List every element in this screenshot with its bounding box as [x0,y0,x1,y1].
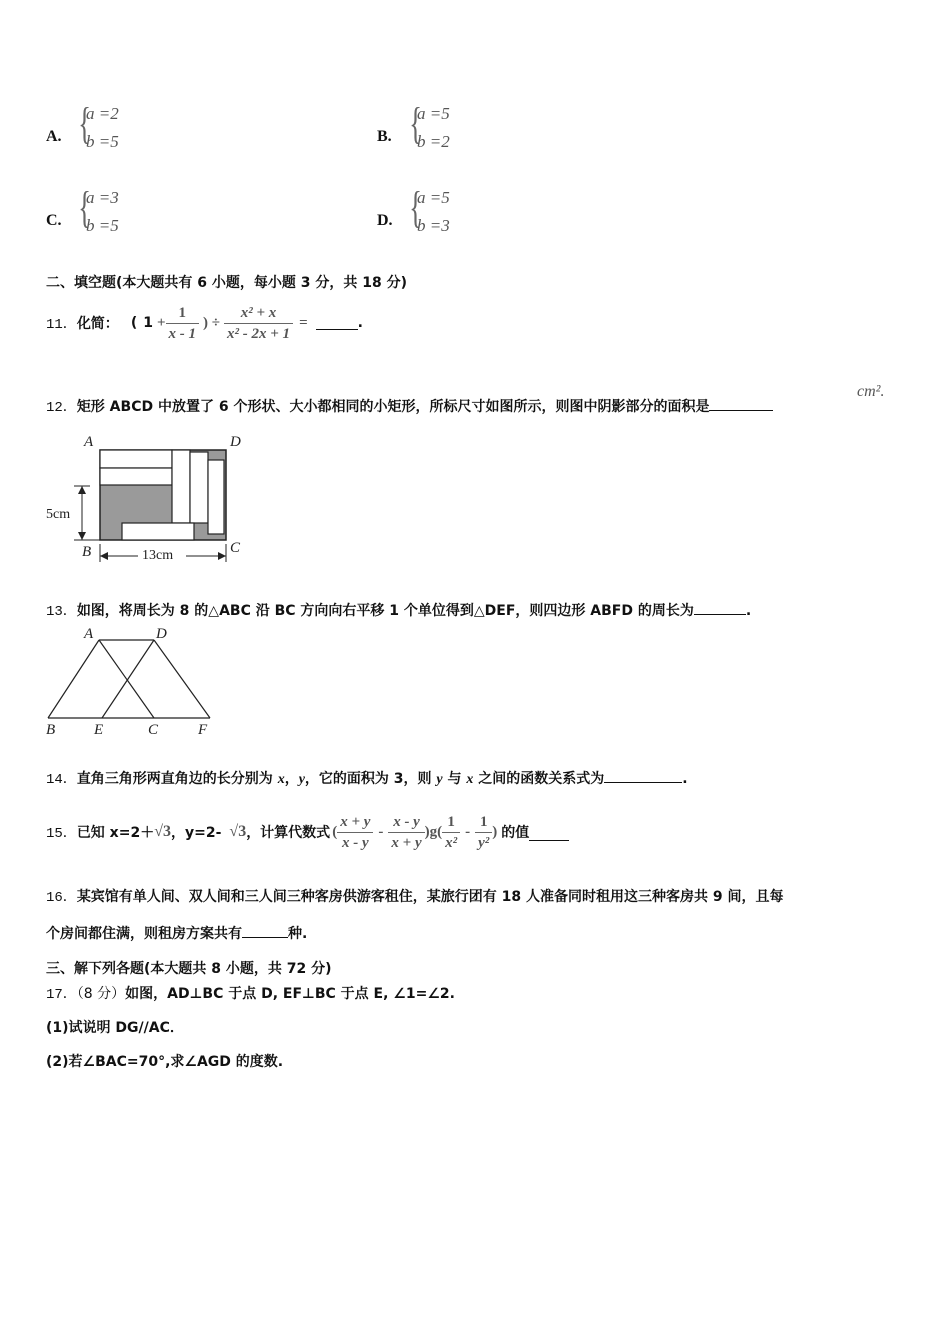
equation: a =5 [417,188,450,207]
denominator: x² - 2x + 1 [227,325,291,342]
vertex-label-d: D [230,434,241,450]
question-text: 直角三角形两直角边的长分别为 [76,771,273,787]
small-rectangle [100,450,172,468]
fraction-2 [224,303,293,344]
small-rectangle [190,452,208,523]
option-a [46,100,246,160]
divide-sign: ) ÷ [203,314,221,331]
question-text: 种. [288,926,308,942]
height-label: 5cm [46,507,71,522]
width-label: 13cm [142,548,174,563]
question-text: ，它的面积为 3，则 [304,771,432,787]
equation: a =2 [86,104,119,123]
numerator: 1 [475,812,492,833]
vertex-label-d: D [156,626,167,642]
arrowhead [100,552,108,560]
question-number: 13． [46,604,77,620]
question-16-line-1 [46,886,784,906]
sqrt-3: √3 [229,823,247,840]
equation: a =5 [417,104,450,123]
paren-close: ) [492,823,498,840]
answer-blank[interactable] [604,770,682,783]
equation: a =3 [86,188,119,207]
section-2-title: 二、填空题(本大题共有 6 小题，每小题 3 分，共 18 分) [46,275,408,291]
question-number: 14． [46,772,77,788]
denominator: x - 1 [168,325,197,342]
vertex-label-f: F [198,722,208,738]
denominator: x + y [391,834,422,851]
segment-ab [48,640,99,718]
vertex-label-a: A [84,626,94,642]
period: . [745,603,752,619]
question-text: 已知 x=2＋ [76,825,155,841]
option-letter: C. [46,212,62,229]
one: 1 [143,315,153,331]
numerator: 1 [442,812,460,833]
denominator: y² [478,834,490,851]
minus-sign: - [465,823,471,840]
period: . [357,315,363,331]
vertex-label-a: A [84,434,94,450]
question-17-part-2: (2)若∠BAC=70°,求∠AGD 的度数. [46,1054,284,1070]
denominator: x - y [341,834,369,851]
vertex-label-c: C [148,722,159,738]
unit-label: cm². [857,383,885,400]
answer-blank[interactable] [709,398,773,411]
paren-open: ( [332,823,338,840]
brace-icon: { [78,99,91,148]
section-3-title: 三、解下列各题(本大题共 8 小题，共 72 分) [46,961,332,977]
question-text: 矩形 ABCD 中放置了 6 个形状、大小都相同的小矩形，所标尺寸如图所示，则图中阴影部分的面积是 [76,399,710,415]
vertex-label-e: E [94,722,104,738]
question-17 [46,983,455,1003]
small-rectangle [122,523,194,540]
question-text: ，y=2- [170,825,222,841]
fraction-2 [388,812,424,853]
var-x: x [277,772,285,787]
sqrt-3: √3 [154,823,171,840]
question-text: 化简： [76,316,119,332]
operator: )g( [424,823,443,840]
question-17-part-1: (1)试说明 DG//AC． [46,1020,184,1036]
numerator: x + y [337,812,373,833]
var-y: y [436,772,443,787]
var-y: y [298,772,305,787]
brace-icon: { [409,99,422,148]
equation: b =2 [417,132,450,151]
equation: b =3 [417,216,450,235]
question-13 [46,600,751,620]
numerator: x² + x [224,303,293,324]
vertex-label-c: C [230,540,241,556]
question-16-line-2 [46,923,307,943]
arrowhead [218,552,226,560]
figure-rectangle-abcd [44,430,254,565]
paren-open: ( [130,315,138,331]
question-text: 如图，将周长为 8 的△ABC 沿 BC 方向向右平移 1 个单位得到△DEF，则四边形 ABFD 的周长为 [76,603,694,619]
option-letter: A. [46,128,62,145]
question-number: 16． [46,890,77,906]
period: . [682,771,688,787]
question-number: 12． [46,400,77,416]
question-text: 之间的函数关系式为 [478,771,605,787]
denominator: x² [445,834,458,851]
option-letter: B. [377,128,392,145]
fraction-3 [442,812,460,853]
fraction-1 [337,812,373,853]
answer-blank[interactable] [529,828,569,841]
question-number: 15． [46,826,77,842]
small-rectangle [208,460,224,534]
brace-icon: { [409,183,422,232]
var-x: x [466,772,474,787]
question-text: 的值 [501,825,530,841]
score: （8 分） [76,986,126,1002]
minus-sign: - [378,823,384,840]
figure-translated-triangles [44,624,219,739]
question-number: 11． [46,317,77,333]
option-c [46,184,246,244]
answer-blank[interactable] [316,317,358,330]
question-text: ，计算代数式 [246,825,331,841]
vertex-label-b: B [82,544,92,560]
arrowhead [78,532,86,540]
fraction-4 [475,812,492,853]
question-15 [46,802,569,862]
small-rectangle [172,450,190,523]
answer-blank[interactable] [694,602,746,615]
numerator: 1 [166,303,200,324]
vertex-label-b: B [46,722,56,738]
answer-blank[interactable] [242,925,288,938]
question-14 [46,768,688,788]
fraction-1 [166,303,200,344]
small-rectangle [100,468,172,485]
question-text: 如图，AD⊥BC 于点 D, EF⊥BC 于点 E, ∠1=∠2. [125,986,455,1002]
numerator: x - y [388,812,424,833]
question-text: 某宾馆有单人间、双人间和三人间三种客房供游客租住，某旅行团有 18 人准备同时租用这三种客房共 9 间，且每 [76,889,784,905]
equation: b =5 [86,216,119,235]
question-text: 与 [447,771,462,787]
question-12 [46,396,773,416]
question-11 [46,298,363,348]
question-number: 17． [46,987,77,1003]
arrowhead [78,486,86,494]
equation: b =5 [86,132,119,151]
comma: ， [284,771,299,787]
option-b [377,100,577,160]
option-letter: D. [377,212,393,229]
brace-icon: { [78,183,91,232]
question-text: 个房间都住满，则租房方案共有 [46,926,242,942]
option-d [377,184,577,244]
plus-sign: + [156,314,166,331]
segment-df [154,640,210,718]
equals-sign: = [299,314,308,331]
